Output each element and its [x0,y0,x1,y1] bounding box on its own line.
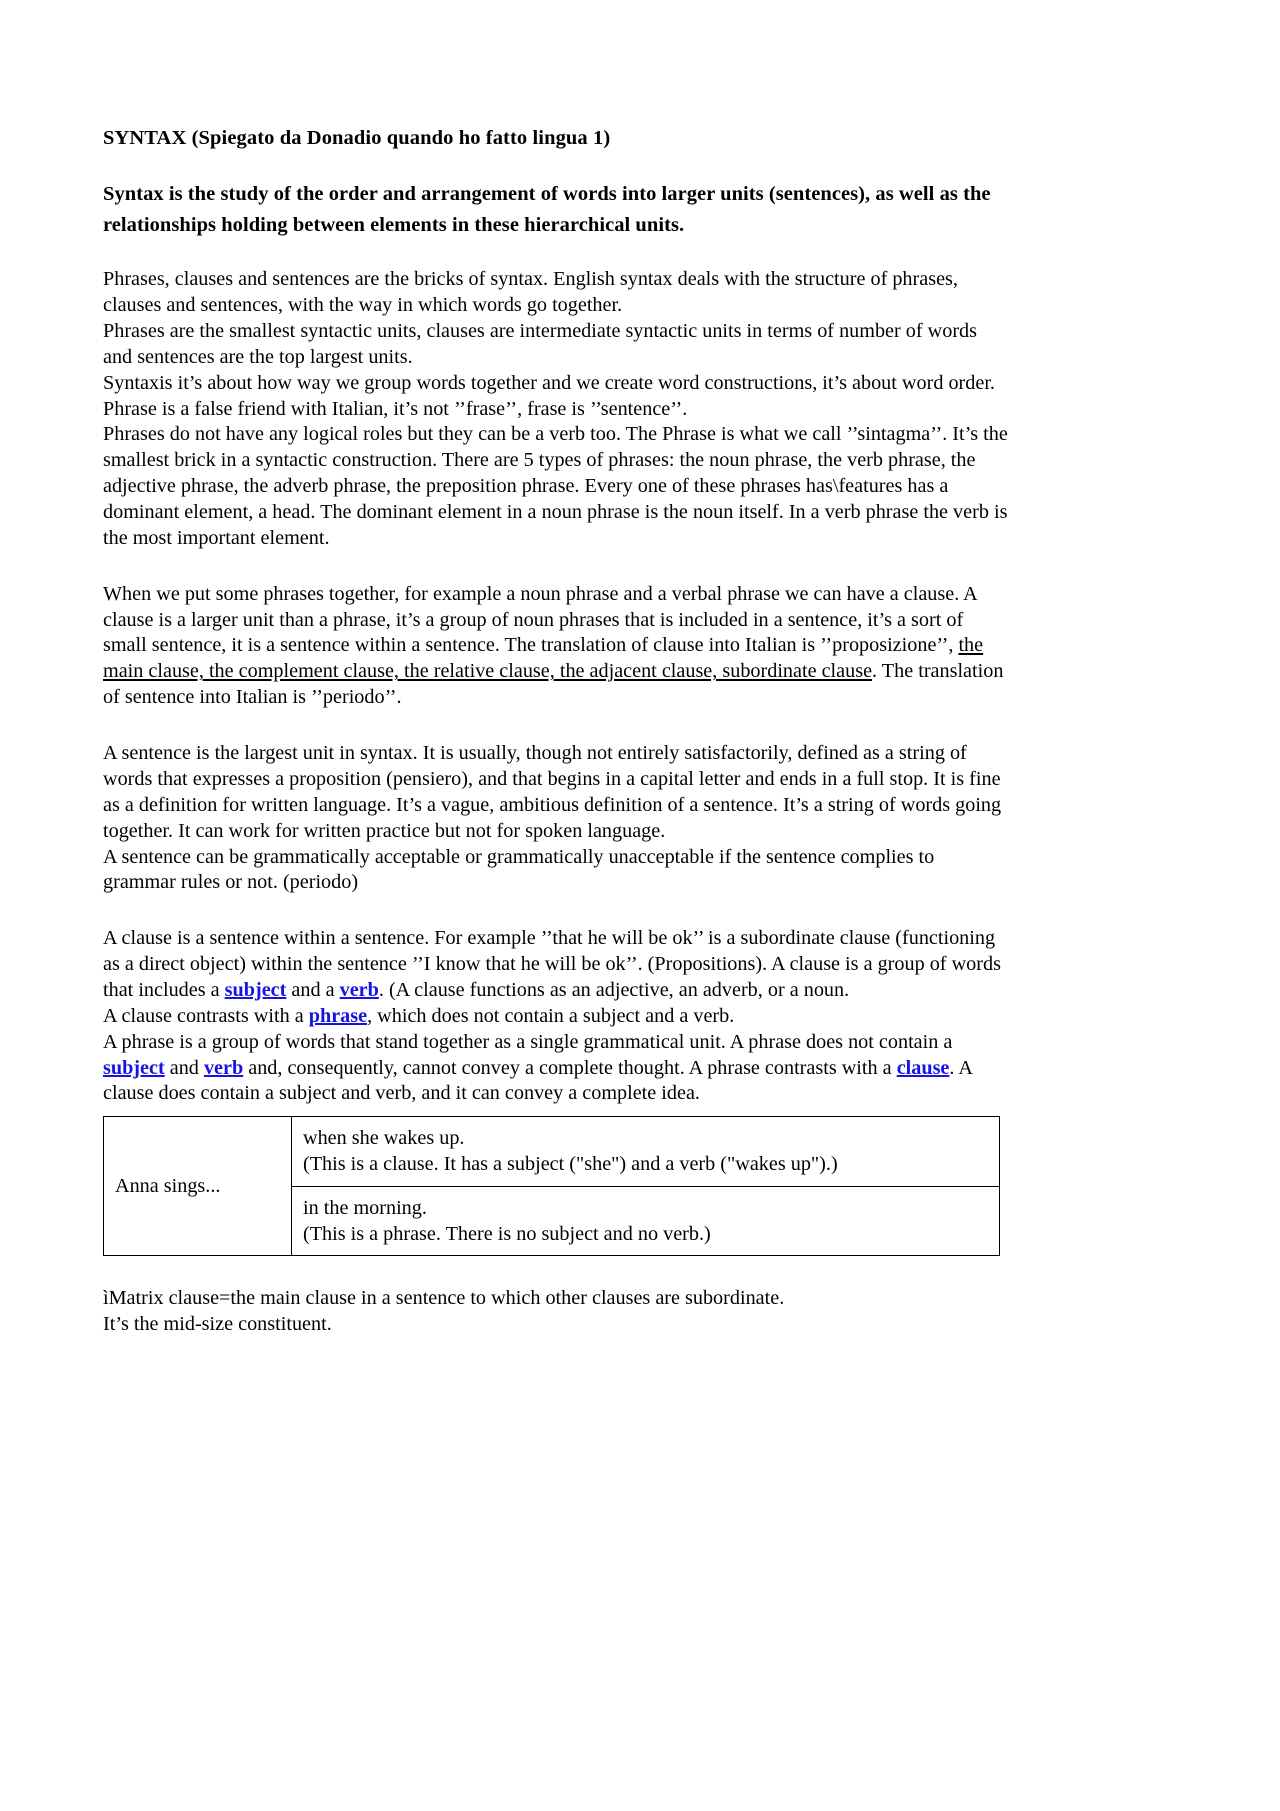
table-cell-subject-label: Anna sings... [104,1117,292,1256]
link-subject-2[interactable]: subject [103,1056,165,1079]
paragraph-gap [103,552,1095,582]
paragraph-clause-within-sentence [103,926,1008,1004]
link-verb[interactable]: verb [339,978,379,1001]
clause-contrasts-tail: , which does not contain a subject and a verb. [367,1004,735,1027]
clause-within-tail: . (A clause functions as an adjective, an adverb, or a noun. [378,978,850,1001]
clause-within-mid: and a [286,978,340,1001]
clause-example-text: when she wakes up. [303,1127,465,1150]
phrase-definition-mid1: and [164,1056,204,1079]
paragraph-false-friend: Phrase is a false friend with Italian, it’s not ’’frase’’, frase is ’’sentence’’. [103,397,688,420]
phrase-example-note: (This is a phrase. There is no subject and no verb.) [303,1222,711,1245]
link-phrase[interactable]: phrase [308,1004,368,1027]
paragraph-grammatical-acceptability: A sentence can be grammatically acceptable or grammatically unacceptable if the sentence complies to grammar rules or not. (periodo) [103,845,935,894]
table-cell-phrase-example [292,1186,1000,1256]
document-subtitle: Syntax is the study of the order and arrangement of words into larger units (sentences), as well as the relationships holding between elements in these hierarchical units. [103,183,991,237]
phrase-definition-tail: . A clause does contain a subject and verb, and it can convey a complete idea. [103,1056,972,1105]
paragraph-gap [103,896,1095,926]
paragraph-clause-definition [103,582,1008,711]
paragraph-word-order: Syntaxis it’s about how way we group words together and we create word constructions, it’s about word order. [103,371,995,394]
phrase-example-text: in the morning. [303,1196,427,1219]
table-row [104,1117,1000,1187]
anna-sings-example-table [103,1116,1000,1256]
link-subject[interactable]: subject [224,978,287,1001]
paragraph-phrase-definition [103,1030,1008,1108]
link-clause[interactable]: clause [896,1056,950,1079]
clause-contrasts-lead: A clause contrasts with a [103,1004,309,1027]
paragraph-bricks-of-syntax: Phrases, clauses and sentences are the bricks of syntax. English syntax deals with the structure of phrases, clauses and sentences, with the way in which words go together. [103,268,958,317]
paragraph-mid-size-constituent: It’s the mid-size constituent. [103,1313,332,1336]
paragraph-gap [103,711,1095,741]
clause-types-underlined: the main clause, the complement clause, the relative clause, the adjacent clause, subordinate clause [103,634,984,683]
link-verb-2[interactable]: verb [203,1056,244,1079]
clause-definition-tail: . The translation of sentence into Italian is ’’periodo’’. [103,660,1004,709]
paragraph-smallest-units: Phrases are the smallest syntactic units, clauses are intermediate syntactic units in terms of number of words and sentences are the top largest units. [103,320,977,368]
paragraph-matrix-clause: ìMatrix clause=the main clause in a sentence to which other clauses are subordinate. [103,1287,785,1310]
phrase-definition-mid2: and, consequently, cannot convey a complete thought. A phrase contrasts with a [243,1056,897,1079]
clause-within-lead: A clause is a sentence within a sentence. For example ’’that he will be ok’’ is a subordinate clause (functioning as a direct object) within the sentence ’’I know that he will be ok’’. (Propositions). A clause is a group of words that includes a [103,927,1001,1001]
clause-example-note: (This is a clause. It has a subject ("she") and a verb ("wakes up").) [303,1153,838,1176]
table-cell-clause-example [292,1117,1000,1187]
paragraph-sintagma-types: Phrases do not have any logical roles but they can be a verb too. The Phrase is what we call ’’sintagma’’. It’s the smallest brick in a syntactic construction. There are 5 types of phrases: the noun phrase, the verb phrase, the adjective phrase, the adverb phrase, the preposition phrase. Every one of these phrases has\features has a dominant element, a head. The dominant element in a noun phrase is the noun itself. In a verb phrase the verb is the most important element. [103,423,1008,549]
paragraph-clause-contrasts-phrase [103,1004,1008,1030]
paragraph-sentence-definition: A sentence is the largest unit in syntax. It is usually, though not entirely satisfactorily, defined as a string of words that expresses a proposition (pensiero), and that begins in a capital letter and ends in a full stop. It is fine as a definition for written language. It’s a vague, ambitious definition of a sentence. It’s a string of words going together. It can work for written practice but not for spoken language. [103,742,1002,842]
phrase-definition-lead: A phrase is a group of words that stand together as a single grammatical unit. A phrase does not contain a [103,1030,953,1053]
clause-definition-lead: When we put some phrases together, for example a noun phrase and a verbal phrase we can have a clause. A clause is a larger unit than a phrase, it’s a group of noun phrases that is included in a sentence, it’s a sort of small sentence, it is a sentence within a sentence. The translation of clause into Italian is ’’proposizione’’, [103,582,977,657]
page-title: SYNTAX (Spiegato da Donadio quando ho fatto lingua 1) [103,127,611,149]
